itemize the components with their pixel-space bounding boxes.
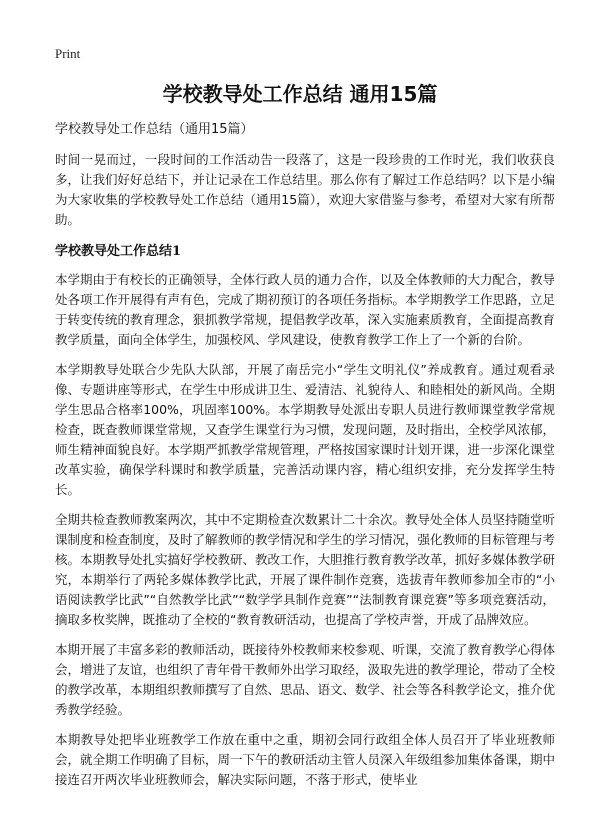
document-subtitle: 学校教导处工作总结（通用15篇） bbox=[55, 122, 254, 137]
body-paragraph: 本期开展了丰富多彩的教师活动，既接待外校教师来校参观、听课，交流了教育教学心得体会，增进了友谊，也组织了青年骨干教师外出学习取经，汲取先进的教学理论，带动了全校的教学改革，本期组织教师撰写了自然、思品、语文、数学、社会等各科教学论文，推介优秀教学经验。 bbox=[55, 642, 556, 717]
page-title: 学校教导处工作总结 通用15篇 bbox=[162, 82, 438, 106]
print-link[interactable]: Print bbox=[55, 46, 81, 61]
section-heading: 学校教导处工作总结1 bbox=[55, 244, 182, 259]
article-body bbox=[55, 150, 555, 800]
body-paragraph: 本学期教导处联合少先队大队部，开展了南岳完小“学生文明礼仪”养成教育。通过观看录像、专题讲座等形式，在学生中形成讲卫生、爱清洁、礼貌待人、和睦相处的新风尚。全期学生思品合格率100%，巩固率100%。本学期教导处派出专职人员进行教师课堂教学常规检查，既查教师课堂常规，又查学生课堂行为习惯，发现问题，及时指出，全校学风浓郁，师生精神面貌良好。本学期严抓教学常规管理，严格按国家课时计划开课，进一步深化课堂改革实验，确保学科课时和教学质量，完善活动课内容，精心组织安排，充分发挥学生特长。 bbox=[55, 362, 556, 497]
intro-paragraph: 时间一晃而过，一段时间的工作活动告一段落了，这是一段珍贵的工作时光，我们收获良多，让我们好好总结下，并让记录在工作总结里。那么你有了解过工作总结吗？以下是小编为大家收集的学校教导处工作总结（通用15篇），欢迎大家借鉴与参考，希望对大家有所帮助。 bbox=[55, 152, 556, 227]
body-paragraph: 全期共检查教师教案两次，其中不定期检查次数累计二十余次。教导处全体人员坚持随堂听课制度和检查制度，及时了解教师的教学情况和学生的学习情况，强化教师的目标管理与考核。本期教导处扎实搞好学校教研、教改工作，大胆推行教育教学改革，抓好多媒体教学研究，本期举行了两轮多媒体教学比武，开展了课件制作竞赛，选拔青年教师参加全市的“小语阅读教学比武”“自然教学比武”“数学学具制作竞赛”“法制教育课竞赛”等多项竞赛活动，摘取多枚奖牌，既推动了全校的“教育教研活动，也提高了学校声誉，开成了品牌效应。 bbox=[55, 512, 556, 627]
body-paragraph: 本学期由于有校长的正确领导，全体行政人员的通力合作，以及全体教师的大力配合，教导处各项工作开展得有声有色，完成了期初预订的各项任务指标。本学期教学工作思路，立足于转变传统的教育理念，狠抓教学常规，提倡教学改革，深入实施素质教育，全面提高教育教学质量，面向全体学生，加强校风、学风建设，使教育教学工作上了一个新的台阶。 bbox=[55, 272, 556, 347]
body-paragraph: 本期教导处把毕业班教学工作放在重中之重，期初会同行政组全体人员召开了毕业班教师会，就全期工作明确了目标，周一下午的教研活动主管人员深入年级组参加集体备课，期中接连召开两次毕业班教师会，解决实际问题，不落于形式，使毕业 bbox=[55, 732, 556, 787]
